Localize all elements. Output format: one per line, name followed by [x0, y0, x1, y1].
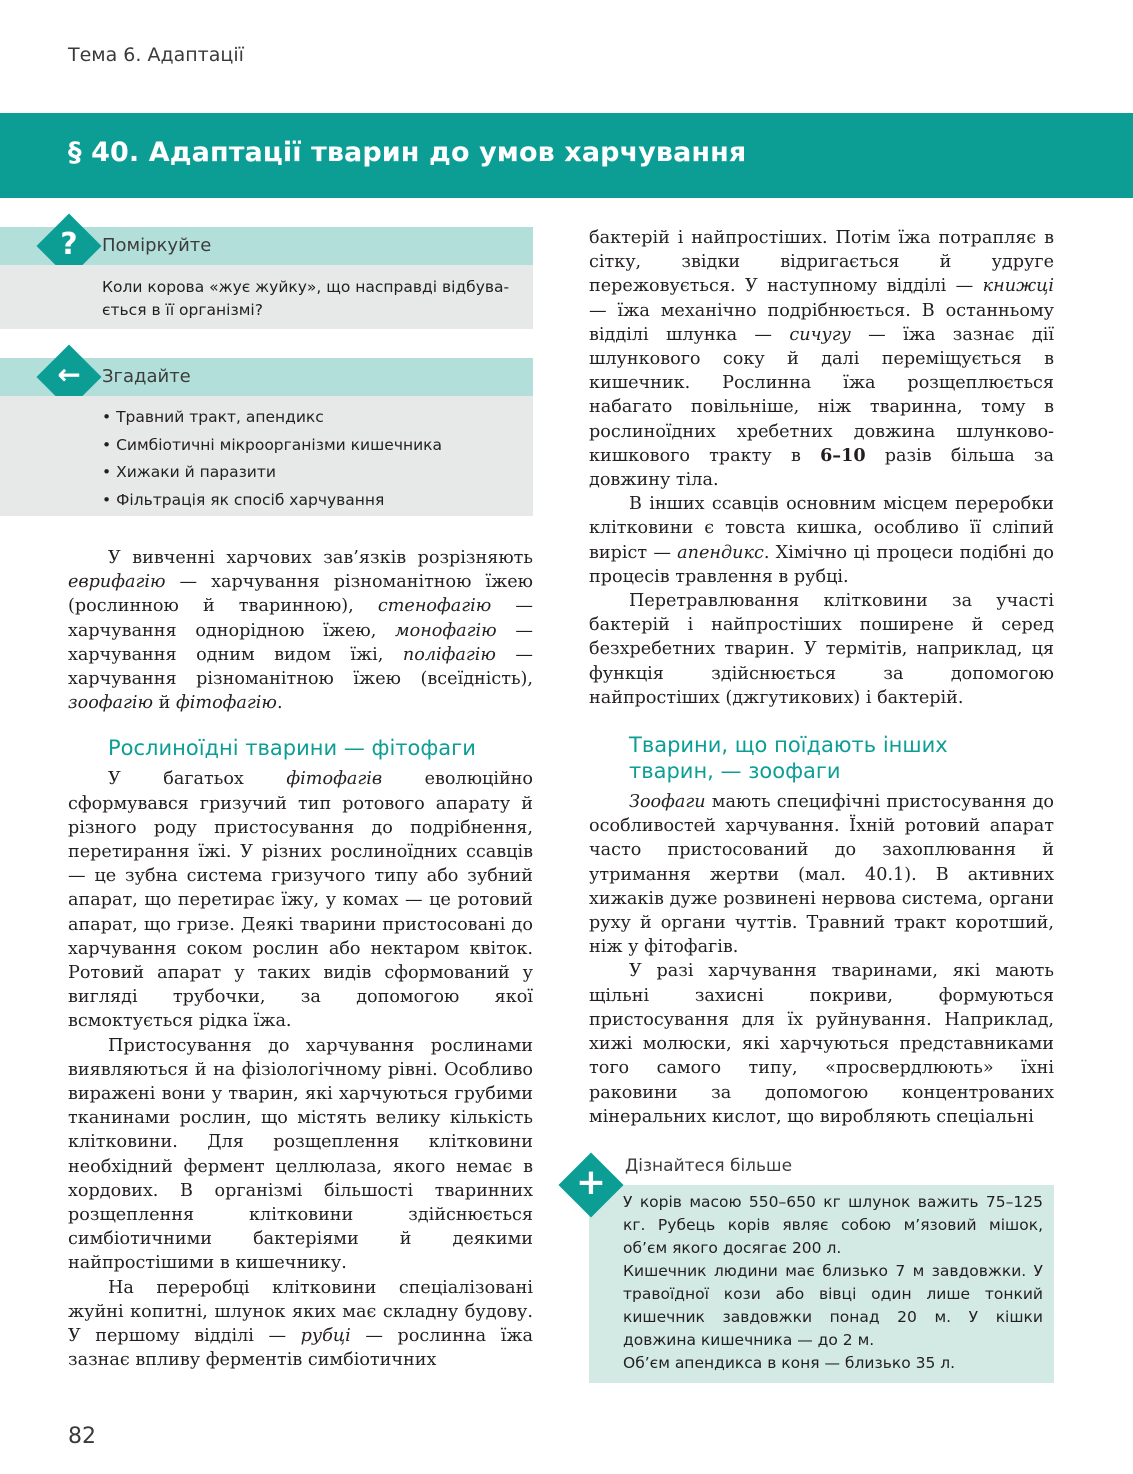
section-banner [0, 113, 1133, 198]
recall-item: • Травний тракт, апендикс [102, 404, 442, 432]
recall-box [0, 396, 533, 516]
topic-header: Тема 6. Адаптації [68, 44, 244, 66]
recall-list [102, 404, 442, 514]
think-box [0, 265, 533, 329]
think-box-title: Поміркуйте [102, 235, 212, 256]
zoophages-paragraph-2: У разі харчування тваринами, які мають щільні захисні покриви, формуються пристосування для їх руйнування. Наприклад, хижі молюски, які харчуються представниками того самого типу, «просвердлюють» їхні раковини за допомогою концентрованих мінеральних кислот, що виробляють спеціальні [589, 961, 1054, 1127]
phytophages-paragraph-2: Пристосування до харчування рослинами виявляються й на фізіологічному рівні. Особливо виражені вони у тварин, які харчуються грубими тканинами рослин, що містять велику кількість клітковини. Для розщеплення клітковини необхідний фермент целлюлаза, якого немає в хордових. В організмі більшості тваринних розщеплення клітковини здійснюється симбіотичними бактеріями й деякими найпростішими в кишечнику. [68, 1035, 533, 1274]
more-box-title: Дізнайтеся більше [625, 1156, 793, 1176]
heading-phytophages: Рослиноїдні тварини — фітофаги [108, 736, 476, 761]
zoophages-paragraph-1: Зоофаги мають специфічні пристосування до особливостей харчування. Їхній ротовий апарат часто пристосований до захоплювання й утримання жертви (мал. 40.1). В активних хижаків дуже розвинені нервова система, органи руху й органи чуттів. Травний тракт коротший, ніж у фітофагів. [589, 792, 1054, 958]
recall-item: • Хижаки й паразити [102, 459, 442, 487]
question-icon: ? [60, 227, 78, 262]
recall-item: • Симбіотичні мікроорганізми кишечника [102, 432, 442, 460]
more-fact: Об’єм апендикса в коня — близько 35 л. [623, 1354, 956, 1372]
termites-paragraph: Перетравлювання клітковини за участі бактерій і найпростіших поширене й серед безхребетних тварин. У термітів, наприклад, ця функція здійснюється за допомогою найпростіших (джгутикових) і бактерій. [589, 591, 1054, 708]
left-column [68, 546, 533, 1373]
recall-item: • Фільтрація як спосіб харчування [102, 487, 442, 515]
more-fact: Кишечник людини має близько 7 м завдовжки. У травоїдної кози або вівці один лише тонкий кишечник завдовжки понад 20 м. У кішки довжина кишечника — до 2 м. [623, 1262, 1043, 1349]
recall-box-title: Згадайте [102, 366, 191, 387]
more-fact: У корів масою 550–650 кг шлунок важить 75–125 кг. Рубець корів являє собою м’язовий мішок, об’єм якого досягає 200 л. [623, 1193, 1043, 1257]
page-number: 82 [68, 1424, 96, 1449]
think-question: Коли корова «жує жуйку», що насправді відбувається в її організмі? [102, 278, 510, 319]
intro-paragraph: У вивченні харчових зав’язків розрізняють еврифагію — харчування різноманітною їжею (рослинною й тваринною), стенофагію — харчування однорідною їжею, монофагію — харчування одним видом їжі, поліфагію — харчування різноманітною їжею (всеїдність), зоофагію й фітофагію. [68, 548, 534, 714]
phytophages-paragraph-3: На переробці клітковини спеціалізовані жуйні копитні, шлунок яких має складну будову. У першому відділі — рубці — рослинна їжа зазнає впливу ферментів симбіотичних [68, 1277, 533, 1371]
appendix-paragraph: В інших ссавців основним місцем переробки клітковини є товста кишка, особливо її сліпий виріст — апендикс. Хімічно ці процеси подібні до процесів травлення в рубці. [589, 494, 1054, 587]
right-column [589, 226, 1054, 1129]
section-title: § 40. Адаптації тварин до умов харчування [68, 137, 747, 168]
ruminant-paragraph: бактерій і найпростіших. Потім їжа потрапляє в сітку, звідки відригається й удруге пережовується. У наступному відділі — книжці — їжа механічно подрібнюється. В останньому відділі шлунка — сичугу — їжа зазнає дії шлункового соку й далі переміщується в кишечник. Рослинна їжа розщеплюється набагато повільніше, ніж тваринна, тому в рослиноїдних хребетних довжина шлунково-кишкового тракту в 6–10 разів більша за довжину тіла. [589, 228, 1054, 491]
plus-icon: + [575, 1162, 607, 1203]
arrow-left-icon: ← [57, 358, 81, 391]
phytophages-paragraph-1: У багатьох фітофагів еволюційно сформувався гризучий тип ротового апарату й різного роду пристосування до подрібнення, перетирання їжі. У різних рослиноїдних ссавців — це зубна система гризучого типу або зубний апарат, що перетирає їжу, у комах — це ротовий апарат, що гризе. Деякі тварини пристосовані до харчування соком рослин або нектаром квіток. Ротовий апарат у таких видів сформований у вигляді трубочки, за допомогою якої всмоктується рідка їжа. [68, 769, 534, 1032]
more-box [589, 1185, 1054, 1383]
heading-zoophages: Тварини, що поїдають інших тварин, — зоофаги [629, 733, 948, 784]
